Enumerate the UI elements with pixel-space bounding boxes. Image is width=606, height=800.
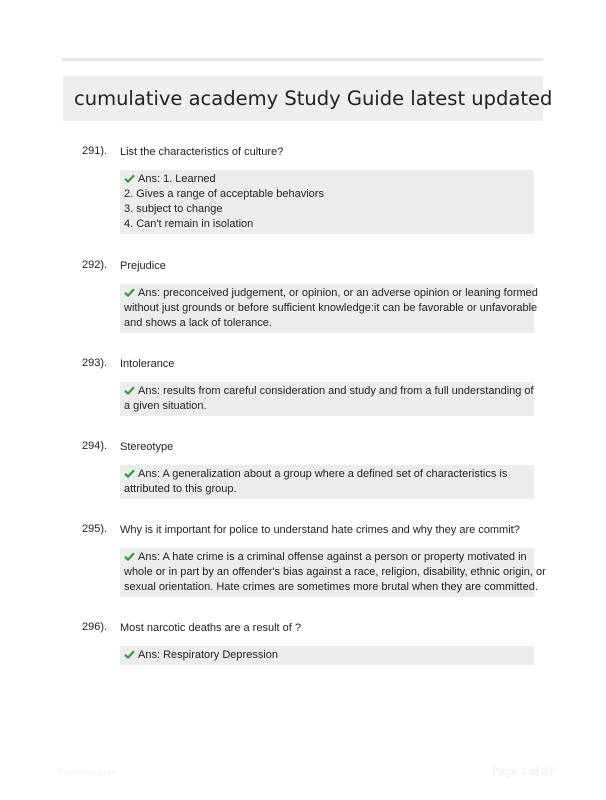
- answer-box: [120, 284, 538, 333]
- question-text: Why is it important for police to understand hate crimes and why they are commit?: [120, 524, 520, 536]
- check-icon: [124, 469, 135, 478]
- question-text: List the characteristics of culture?: [120, 146, 284, 158]
- question-text: Prejudice: [120, 260, 166, 272]
- answer-line: attributed to this group.: [124, 483, 237, 495]
- answer-box: [120, 646, 534, 665]
- question-text: Intolerance: [120, 358, 175, 370]
- answer-line: Ans: A hate crime is a criminal offense against a person or property motivated in: [138, 551, 527, 563]
- question-number: 295).: [82, 523, 108, 535]
- question-text: Stereotype: [120, 441, 174, 453]
- answer-line: sexual orientation. Hate crimes are sometimes more brutal when they are committed.: [124, 581, 538, 593]
- question-number: 292).: [82, 259, 108, 271]
- check-icon: [124, 650, 135, 659]
- answer-box: [120, 465, 534, 499]
- answer-line: Ans: A generalization about a group where a defined set of characteristics is: [138, 468, 508, 480]
- answer-box: [120, 548, 546, 597]
- check-icon: [124, 552, 135, 561]
- answer-box: [120, 382, 534, 416]
- answer-line: Ans: 1. Learned: [138, 173, 216, 185]
- answer-box: [120, 170, 534, 234]
- top-divider: [62, 58, 543, 61]
- answer-line: a given situation.: [124, 400, 207, 412]
- page-indicator: Page 1 of 27: [492, 766, 555, 778]
- check-icon: [124, 386, 135, 395]
- question-number: 296).: [82, 621, 108, 633]
- question-number: 293).: [82, 357, 108, 369]
- answer-line: 4. Can't remain in isolation: [124, 218, 254, 230]
- answer-line: Ans: Respiratory Depression: [138, 649, 279, 661]
- answer-line: whole or in part by an offender's bias against a race, religion, disability, ethnic origin, or: [124, 566, 546, 578]
- footer-watermark: Paperbbc.com: [58, 767, 117, 777]
- answer-line: 2. Gives a range of acceptable behaviors: [124, 188, 324, 200]
- question-text: Most narcotic deaths are a result of ?: [120, 622, 301, 634]
- check-icon: [124, 288, 135, 297]
- question-number: 294).: [82, 440, 108, 452]
- check-icon: [124, 174, 135, 183]
- answer-line: Ans: preconceived judgement, or opinion, or an adverse opinion or leaning formed: [138, 287, 538, 299]
- answer-line: without just grounds or before sufficient knowledge:it can be favorable or unfavorable: [124, 302, 538, 314]
- question-number: 291).: [82, 145, 108, 157]
- answer-line: Ans: results from careful consideration and study and from a full understanding of: [138, 385, 534, 397]
- answer-line: and shows a lack of tolerance.: [124, 317, 272, 329]
- title-banner: [63, 76, 553, 121]
- document-title: cumulative academy Study Guide latest updated: [74, 87, 553, 110]
- answer-line: 3. subject to change: [124, 203, 223, 215]
